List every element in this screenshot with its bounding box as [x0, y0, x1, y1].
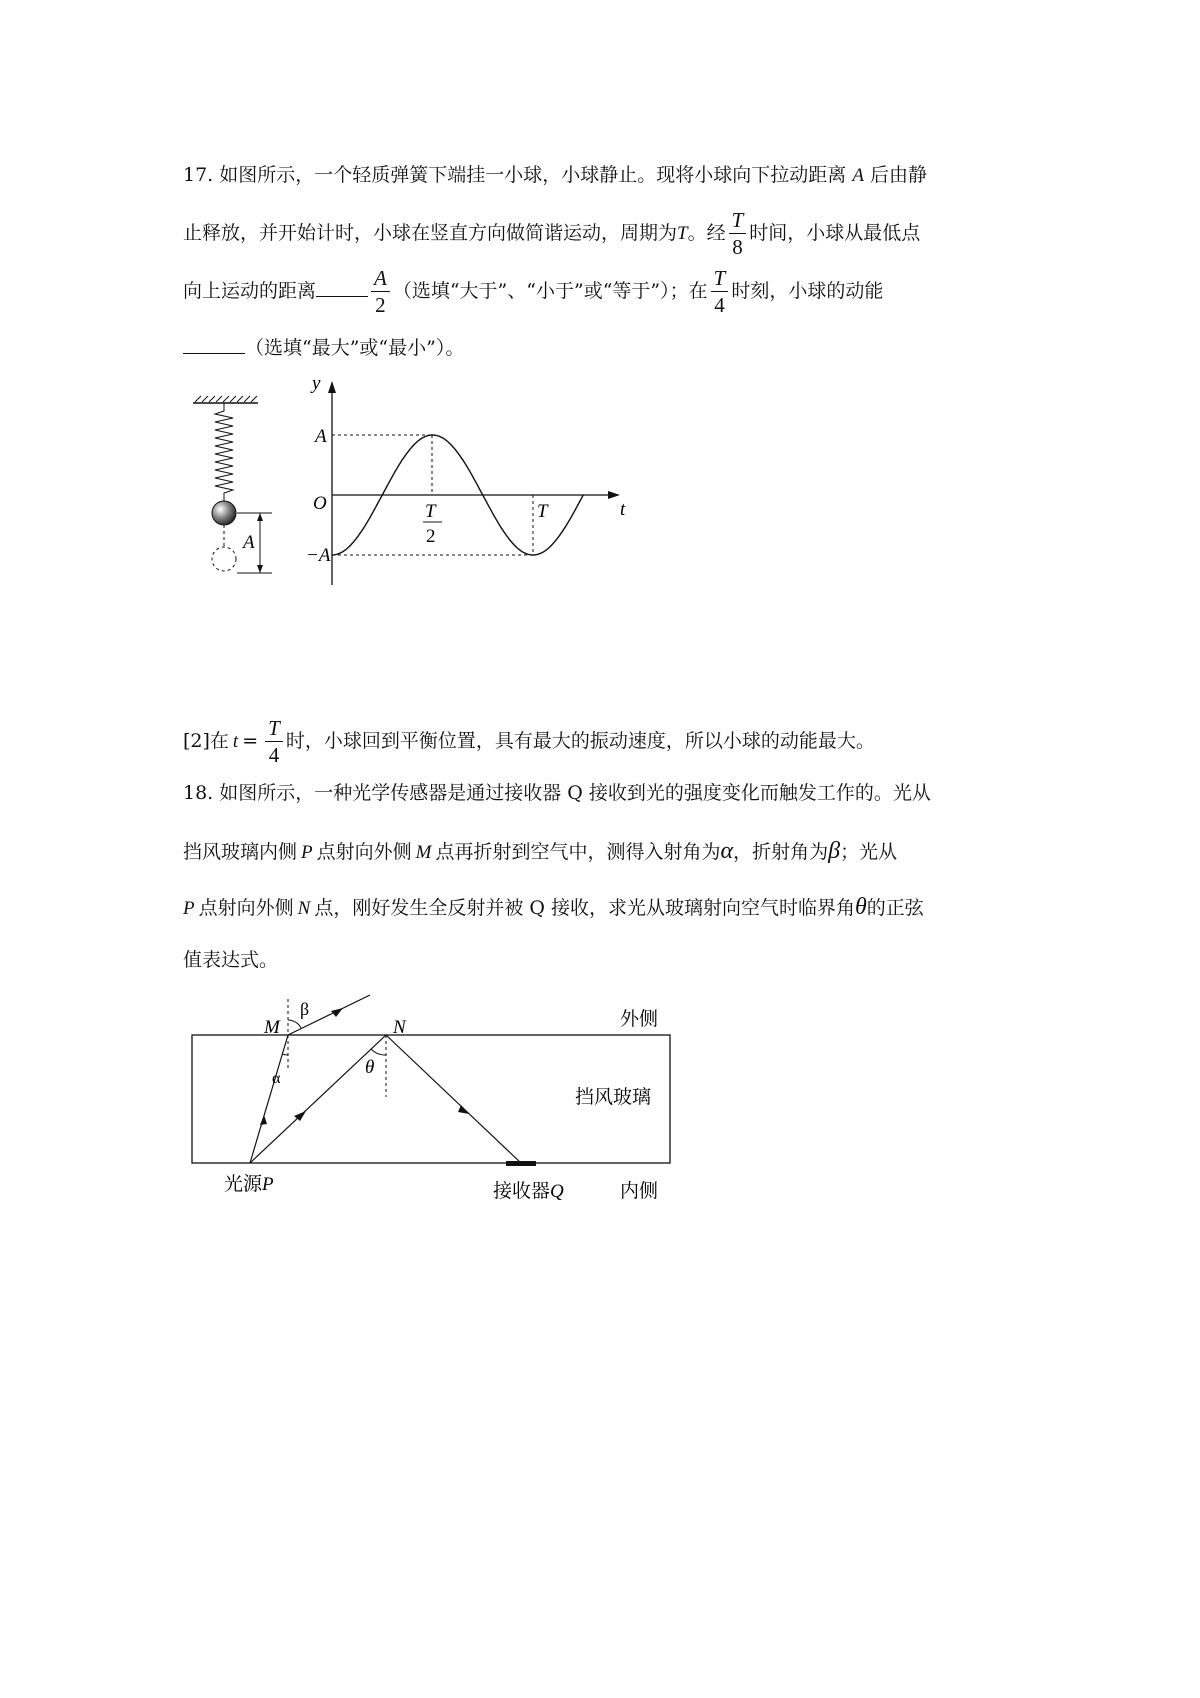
- answer-line: [2]在 t = $\frac{T}{4}$ 时，小球回到平衡位置，具有最大的振动速度，所以小球的动能最大。: [183, 716, 875, 767]
- fraction-t-over-4: $\frac{T}{4}$: [711, 268, 729, 316]
- answer-blank-1[interactable]: [316, 295, 368, 297]
- theta-label: θ: [365, 1057, 375, 1078]
- q17-line-4: （选填“最大”或“最小”）。: [183, 333, 464, 360]
- glass-label: 挡风玻璃: [575, 1087, 652, 1108]
- t-axis-label: t: [620, 499, 626, 520]
- fraction-t-over-8: $\frac{T}{8}$: [729, 210, 747, 258]
- windshield-optics-figure: [180, 985, 700, 1210]
- q18-line-4: 值表达式。: [183, 949, 279, 971]
- answer-blank-2[interactable]: [183, 352, 245, 354]
- light-source-label: 光源P: [224, 1174, 274, 1195]
- tick-half-period-num: T: [425, 501, 436, 522]
- origin-label: O: [313, 493, 327, 514]
- fraction-a-over-2: $\frac{A}{2}$: [371, 268, 390, 316]
- q18-line-1: 18. 如图所示，一种光学传感器是通过接收器 Q 接收到光的强度变化而触发工作的。光从: [183, 782, 931, 804]
- receiver-label: 接收器Q: [493, 1181, 564, 1202]
- fraction-t-over-4-answer: $\frac{T}{4}$: [265, 718, 283, 766]
- negative-amplitude-label: −A: [306, 545, 331, 566]
- q17-line-2: 止释放，并开始计时，小球在竖直方向做简谐运动，周期为T。经 $\frac{T}{8}$ 时间，小球从最低点: [183, 208, 921, 259]
- beta-label: β: [300, 999, 310, 1019]
- outer-side-label: 外侧: [620, 1009, 659, 1030]
- alpha-label: α: [272, 1070, 281, 1087]
- amplitude-label: A: [315, 426, 327, 447]
- q17-line-1: 17. 如图所示，一个轻质弹簧下端挂一小球，小球静止。现将小球向下拉动距离 A 后由静: [183, 164, 927, 186]
- spring-amplitude-label: A: [243, 532, 255, 553]
- var-a: A: [852, 165, 864, 186]
- y-axis-label: y: [312, 373, 321, 394]
- tick-period-label: T: [537, 501, 548, 522]
- q18-line-2: 挡风玻璃内侧 P 点射向外侧 M 点再折射到空气中，测得入射角为α，折射角为β；光从: [183, 838, 898, 864]
- spring-oscillation-figure: [180, 373, 700, 645]
- point-n-label: N: [393, 1017, 406, 1038]
- q17-line-3: 向上运动的距离 $\frac{A}{2}$ （选填“大于”、“小于”或“等于”）；在 $\frac{T}{4}$ 时刻，小球的动能: [183, 266, 884, 317]
- point-m-label: M: [264, 1017, 280, 1038]
- inner-side-label: 内侧: [620, 1181, 659, 1202]
- tick-half-period-den: 2: [426, 526, 436, 547]
- q18-line-3: P 点射向外侧 N 点，刚好发生全反射并被 Q 接收，求光从玻璃射向空气时临界角θ的正弦: [183, 894, 924, 920]
